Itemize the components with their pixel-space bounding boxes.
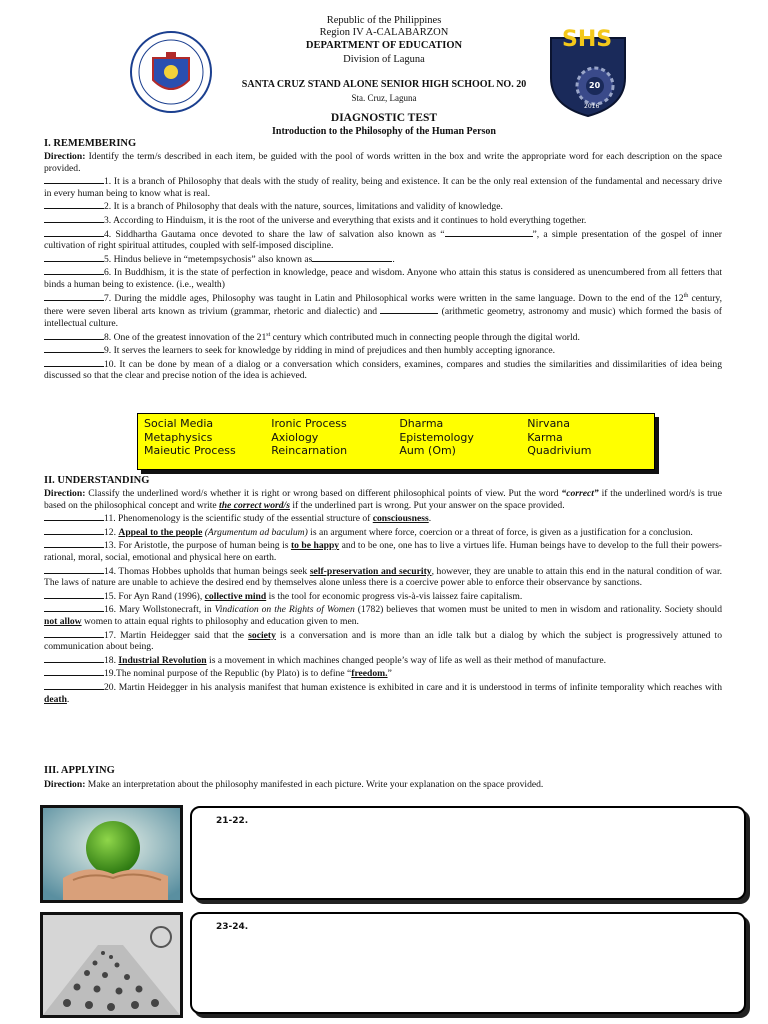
answer-blank[interactable] [44, 602, 104, 612]
header-school: SANTA CRUZ STAND ALONE SENIOR HIGH SCHOOL NO. 20 [241, 79, 527, 90]
section-applying: III. APPLYING [44, 765, 115, 776]
inline-blank[interactable] [312, 252, 392, 262]
item-20: 20. Martin Heidegger in his analysis manifest that human existence is exhibited in care and it is understood in terms of infinite temporality which reaches with death. [44, 681, 722, 705]
item-11: 11. Phenomenology is the scientific study of the essential structure of consciousness. [44, 511, 722, 525]
answer-blank[interactable] [44, 174, 104, 184]
header-location: Sta. Cruz, Laguna [351, 93, 417, 103]
understanding-body [44, 488, 722, 705]
pool-word: Aum (Om) [399, 444, 456, 457]
answer-box-label: 21-22. [216, 816, 249, 826]
understanding-direction: Direction: Classify the underlined word/s whether it is right or wrong based on different philosophical points of view. Put the word “correct” if the underlined word/s is true based on the philosophical concept and write the correct word/s if the underlined part is wrong. Put your answer on the space provided. [44, 488, 722, 511]
answer-blank[interactable] [44, 653, 104, 663]
header-region: Region IV A-CALABARZON [319, 27, 449, 38]
item-2: 2. It is a branch of Philosophy that deals with the nature, sources, limitations and validity of knowledge. [44, 199, 722, 213]
test-title: DIAGNOSTIC TEST [330, 112, 438, 124]
answer-box-label: 23-24. [216, 922, 249, 932]
remembering-direction: Direction: Identify the term/s described in each item, be guided with the pool of words written in the box and write the appropriate word for each description on the space provided. [44, 151, 722, 174]
answer-blank[interactable] [44, 680, 104, 690]
pool-word: Maieutic Process [144, 444, 236, 457]
section-understanding: II. UNDERSTANDING [44, 475, 150, 486]
answer-blank[interactable] [44, 525, 104, 535]
answer-blank[interactable] [44, 252, 104, 262]
answer-blank[interactable] [44, 227, 104, 237]
answer-blank[interactable] [44, 343, 104, 353]
item-19: 19.The nominal purpose of the Republic (by Plato) is to define “freedom.” [44, 666, 722, 680]
answer-blank[interactable] [44, 589, 104, 599]
item-7: 7. During the middle ages, Philosophy was taught in Latin and Philosophical works were written in the same language. Down to the end of the 12th century, there were seven liberal arts known as trivium (grammar, rhetoric and dialectic) and (arithmetic geometry, astronomy and music) which formed the basis of intellectual culture. [44, 292, 722, 329]
answer-blank[interactable] [44, 265, 104, 275]
item-4: 4. Siddhartha Gautama once devoted to share the law of salvation also known as “ ”, a simple presentation of the gospel of inner cultivation of right spiritual attitudes, coupled with self-imposed discipline. [44, 228, 723, 252]
remembering-body [44, 151, 722, 382]
item-17: 17. Martin Heidegger said that the society is a conversation and is more than an idle talk but a dialog by which the subject is progressively attuned to communication about being. [44, 629, 722, 653]
item-13: 13. For Aristotle, the purpose of human being is to be happy and to be one, one has to live a virtues life. Human beings have to develop to the full their powers- rational, moral, social, emotional and physical here on earth. [44, 540, 722, 563]
item-6: 6. In Buddhism, it is the state of perfection in knowledge, peace and wisdom. Anyone who attain this status is considered as unencumbered from all fetters that binds a human being to existence. (i.e., wealth) [44, 267, 722, 290]
item-14: 14. Thomas Hobbes upholds that human beings seek self-preservation and security, however, they are unable to attain this end in the natural condition of war. The laws of nature are unable to achieve the desired end by themselves alone unless there is a coercive power able to enforce their observance by sanctions. [44, 565, 723, 589]
answer-blank[interactable] [44, 199, 104, 209]
answer-box-23-24[interactable] [190, 912, 746, 1014]
item-16: 16. Mary Wollstonecraft, in Vindication on the Rights of Women (1782) believes that women must be united to men in wisdom and rationality. Society should not allow women to attain equal rights to philosophy and education given to men. [44, 604, 722, 627]
inline-blank[interactable] [445, 227, 533, 237]
item-10: 10. It can be done by mean of a dialog or a conversation which considers, examines, compares and studies the similarities and dissimilarities of idea being discussed so that the clear and precise notion of the idea is achieved. [44, 358, 722, 382]
test-subtitle: Introduction to the Philosophy of the Human Person [271, 126, 496, 137]
item-15: 15. For Ayn Rand (1996), collective mind is the tool for economic progress vis-à-vis laissez faire capitalism. [44, 589, 722, 603]
pool-word: Karma [527, 430, 563, 444]
applying-direction: Direction: Make an interpretation about the philosophy manifested in each picture. Write your explanation on the space provided. [44, 779, 544, 790]
header-deped: DEPARTMENT OF EDUCATION [305, 40, 463, 51]
answer-blank[interactable] [44, 330, 104, 340]
pool-word: Social Media [144, 417, 214, 430]
item-18: 18. Industrial Revolution is a movement in which machines changed people’s way of life as well as their method of manufacture. [44, 653, 722, 667]
header-republic: Republic of the Philippines [326, 15, 442, 26]
item-1: 1. It is a branch of Philosophy that deals with the study of reality, being and existence. It can be the only real extension of the fundamental and necessary drive in every human being to know what is real. [44, 176, 722, 199]
answer-blank[interactable] [44, 511, 104, 521]
picture-crowd-walking [40, 912, 183, 1018]
answer-blank[interactable] [44, 666, 104, 676]
pool-word: Metaphysics [144, 430, 213, 444]
answer-blank[interactable] [44, 213, 104, 223]
answer-blank[interactable] [44, 357, 104, 367]
answer-blank[interactable] [44, 564, 104, 574]
word-pool-table [144, 417, 654, 458]
pool-word: Quadrivium [527, 444, 592, 457]
shs-logo-year: 2016 [584, 103, 600, 110]
answer-blank[interactable] [44, 538, 104, 548]
item-12: 12. Appeal to the people (Argumentum ad baculum) is an argument where force, coercion or a threat of force, is given as a justification for a conclusion. [44, 525, 722, 539]
pool-word: Dharma [399, 417, 444, 430]
inline-blank[interactable] [380, 304, 438, 314]
item-3: 3. According to Hinduism, it is the root of the universe and everything that exists and it continues to hold everything together. [44, 213, 722, 227]
answer-blank[interactable] [44, 291, 104, 301]
pool-word: Ironic Process [271, 417, 347, 430]
shs-logo-text: SHS [562, 27, 613, 52]
item-9: 9. It serves the learners to seek for knowledge by ridding in mind of prejudices and then humbly accepting ignorance. [44, 343, 722, 357]
answer-box-21-22[interactable] [190, 806, 746, 900]
picture-hands-earth [40, 805, 183, 903]
item-5: 5. Hindus believe in “metempsychosis” also known as . [44, 252, 722, 266]
section-remembering: I. REMEMBERING [44, 138, 137, 149]
item-8: 8. One of the greatest innovation of the 21st century which contributed much in connecting people through the digital world. [44, 330, 722, 344]
header-division: Division of Laguna [343, 54, 425, 65]
pool-word: Epistemology [399, 430, 474, 444]
pool-word: Axiology [271, 430, 319, 444]
pool-word: Reincarnation [271, 444, 348, 457]
answer-blank[interactable] [44, 628, 104, 638]
word-pool-box [137, 413, 655, 470]
shs-logo-number: 20 [589, 81, 601, 90]
pool-word: Nirvana [527, 417, 571, 430]
